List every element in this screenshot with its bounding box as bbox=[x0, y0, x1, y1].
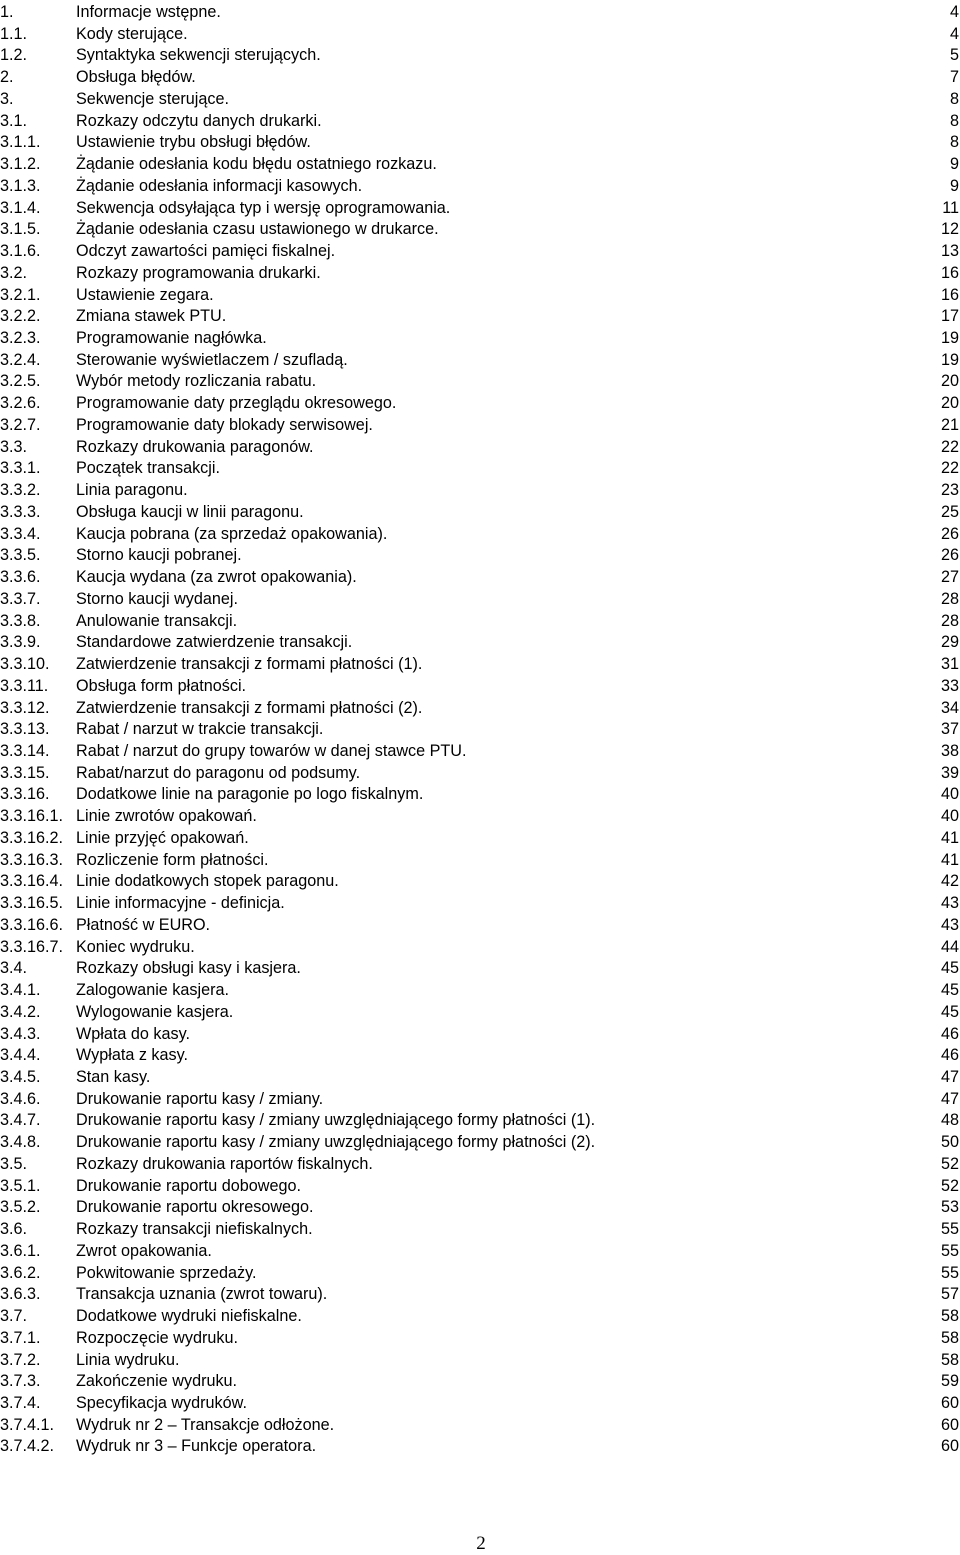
toc-entry-title: Drukowanie raportu kasy / zmiany uwzględniającego formy płatności (1). bbox=[76, 1111, 596, 1130]
toc-entry[interactable] bbox=[0, 1154, 960, 1176]
toc-entry-title: Anulowanie transakcji. bbox=[76, 611, 238, 630]
toc-entry[interactable] bbox=[0, 1176, 960, 1198]
toc-entry[interactable] bbox=[0, 198, 960, 220]
toc-entry-number: 3.7.3. bbox=[0, 1372, 41, 1391]
toc-entry-page: 46 bbox=[940, 1046, 959, 1065]
toc-entry-page: 43 bbox=[940, 894, 959, 913]
toc-entry-page: 12 bbox=[940, 220, 959, 239]
toc-entry-title: Odczyt zawartości pamięci fiskalnej. bbox=[76, 242, 336, 261]
toc-entry-title: Rabat / narzut w trakcie transakcji. bbox=[76, 720, 324, 739]
toc-entry-page: 38 bbox=[940, 741, 959, 760]
toc-entry[interactable] bbox=[0, 2, 960, 24]
toc-entry-title: Wydruk nr 2 – Transakcje odłożone. bbox=[76, 1415, 335, 1434]
toc-entry-page: 44 bbox=[940, 937, 959, 956]
toc-entry-page: 20 bbox=[940, 372, 959, 391]
toc-entry-number: 3.2.4. bbox=[0, 350, 41, 369]
toc-entry[interactable] bbox=[0, 371, 960, 393]
toc-entry[interactable] bbox=[0, 350, 960, 372]
toc-entry[interactable] bbox=[0, 958, 960, 980]
toc-entry-title: Rabat / narzut do grupy towarów w danej stawce PTU. bbox=[76, 741, 467, 760]
toc-entry-number: 3.5.2. bbox=[0, 1198, 41, 1217]
toc-entry-page: 40 bbox=[940, 807, 959, 826]
toc-entry[interactable] bbox=[0, 132, 960, 154]
toc-entry-title: Wypłata z kasy. bbox=[76, 1046, 188, 1065]
toc-entry[interactable] bbox=[0, 719, 960, 741]
toc-entry[interactable] bbox=[0, 89, 960, 111]
toc-entry-number: 3.5.1. bbox=[0, 1176, 41, 1195]
toc-entry-title: Transakcja uznania (zwrot towaru). bbox=[76, 1285, 328, 1304]
toc-entry-page: 47 bbox=[940, 1067, 959, 1086]
toc-entry[interactable] bbox=[0, 676, 960, 698]
toc-entry[interactable] bbox=[0, 24, 960, 46]
toc-entry-title: Zatwierdzenie transakcji z formami płatności (2). bbox=[76, 698, 423, 717]
toc-entry-page: 55 bbox=[940, 1263, 959, 1282]
toc-entry[interactable] bbox=[0, 1371, 960, 1393]
toc-entry-number: 3.4.2. bbox=[0, 1002, 41, 1021]
toc-entry-number: 3.1. bbox=[0, 111, 28, 130]
toc-entry[interactable] bbox=[0, 1219, 960, 1241]
toc-entry-title: Linie informacyjne - definicja. bbox=[76, 894, 285, 913]
toc-entry[interactable] bbox=[0, 437, 960, 459]
toc-entry[interactable] bbox=[0, 1132, 960, 1154]
toc-entry-title: Zmiana stawek PTU. bbox=[76, 307, 227, 326]
toc-entry-page: 7 bbox=[949, 68, 959, 87]
toc-entry-number: 3.2.3. bbox=[0, 329, 41, 348]
toc-entry[interactable] bbox=[0, 1306, 960, 1328]
toc-entry[interactable] bbox=[0, 1089, 960, 1111]
toc-entry-number: 3.3.16.4. bbox=[0, 872, 64, 891]
toc-entry[interactable] bbox=[0, 806, 960, 828]
toc-entry-page: 21 bbox=[940, 415, 959, 434]
toc-entry[interactable] bbox=[0, 1393, 960, 1415]
toc-entry-number: 2. bbox=[0, 68, 14, 87]
toc-entry-title: Programowanie daty blokady serwisowej. bbox=[76, 415, 373, 434]
toc-entry-number: 3.3.16.1. bbox=[0, 807, 64, 826]
toc-entry-page: 28 bbox=[940, 589, 959, 608]
toc-entry-title: Storno kaucji wydanej. bbox=[76, 589, 238, 608]
toc-entry[interactable] bbox=[0, 1024, 960, 1046]
toc-entry-title: Rozkazy programowania drukarki. bbox=[76, 263, 321, 282]
toc-entry-title: Żądanie odesłania czasu ustawionego w drukarce. bbox=[76, 220, 439, 239]
toc-entry[interactable] bbox=[0, 219, 960, 241]
toc-entry-number: 3.3.13. bbox=[0, 720, 50, 739]
toc-entry-page: 26 bbox=[940, 546, 959, 565]
toc-entry-number: 3.3.2. bbox=[0, 481, 41, 500]
toc-entry-number: 3.7.4.1. bbox=[0, 1415, 55, 1434]
toc-entry-page: 28 bbox=[940, 611, 959, 630]
toc-entry-title: Wylogowanie kasjera. bbox=[76, 1002, 234, 1021]
toc-entry-title: Sterowanie wyświetlaczem / szufladą. bbox=[76, 350, 348, 369]
toc-entry-number: 3.6.1. bbox=[0, 1241, 41, 1260]
toc-entry-number: 3.2.6. bbox=[0, 394, 41, 413]
toc-entry-page: 39 bbox=[940, 763, 959, 782]
toc-entry-number: 3.3.15. bbox=[0, 763, 50, 782]
toc-entry-page: 29 bbox=[940, 633, 959, 652]
toc-entry-number: 3.3.16. bbox=[0, 785, 50, 804]
toc-entry[interactable] bbox=[0, 111, 960, 133]
toc-entry-title: Płatność w EURO. bbox=[76, 915, 211, 934]
toc-entry-page: 19 bbox=[940, 329, 959, 348]
toc-entry-title: Dodatkowe wydruki niefiskalne. bbox=[76, 1307, 302, 1326]
toc-entry[interactable] bbox=[0, 306, 960, 328]
toc-entry-title: Zalogowanie kasjera. bbox=[76, 981, 229, 1000]
toc-entry-title: Rozkazy drukowania raportów fiskalnych. bbox=[76, 1154, 373, 1173]
toc-entry[interactable] bbox=[0, 1263, 960, 1285]
toc-entry[interactable] bbox=[0, 763, 960, 785]
toc-entry-number: 3.1.2. bbox=[0, 155, 41, 174]
toc-entry-page: 42 bbox=[940, 872, 959, 891]
toc-entry-number: 3.2.2. bbox=[0, 307, 41, 326]
toc-entry-page: 53 bbox=[940, 1198, 959, 1217]
toc-entry-page: 17 bbox=[940, 307, 959, 326]
toc-entry-number: 3.4.1. bbox=[0, 981, 41, 1000]
toc-entry-number: 3.4.5. bbox=[0, 1067, 41, 1086]
toc-entry[interactable] bbox=[0, 937, 960, 959]
toc-entry-page: 37 bbox=[940, 720, 959, 739]
toc-entry[interactable] bbox=[0, 1002, 960, 1024]
toc-entry-page: 19 bbox=[940, 350, 959, 369]
toc-entry-number: 3.3.9. bbox=[0, 633, 41, 652]
toc-entry-number: 3.3.16.3. bbox=[0, 850, 64, 869]
toc-entry-title: Rozkazy drukowania paragonów. bbox=[76, 437, 314, 456]
toc-entry-title: Rozkazy odczytu danych drukarki. bbox=[76, 111, 322, 130]
toc-entry-number: 3. bbox=[0, 89, 14, 108]
toc-entry-page: 55 bbox=[940, 1220, 959, 1239]
toc-entry-title: Informacje wstępne. bbox=[76, 3, 221, 21]
toc-entry-title: Dodatkowe linie na paragonie po logo fiskalnym. bbox=[76, 785, 424, 804]
toc-entry-page: 4 bbox=[949, 3, 959, 21]
toc-entry-title: Ustawienie trybu obsługi błędów. bbox=[76, 133, 311, 152]
toc-entry-number: 3.4.4. bbox=[0, 1046, 41, 1065]
toc-entry-page: 58 bbox=[940, 1307, 959, 1326]
toc-entry[interactable] bbox=[0, 1436, 960, 1458]
toc-entry-title: Rozkazy obsługi kasy i kasjera. bbox=[76, 959, 301, 978]
toc-entry-title: Stan kasy. bbox=[76, 1067, 151, 1086]
toc-entry-number: 3.6. bbox=[0, 1220, 28, 1239]
toc-entry-title: Pokwitowanie sprzedaży. bbox=[76, 1263, 257, 1282]
toc-entry-number: 3.7.4. bbox=[0, 1394, 41, 1412]
toc-entry-number: 3.3.16.7. bbox=[0, 937, 64, 956]
toc-entry-number: 3.4.7. bbox=[0, 1111, 41, 1130]
toc-entry-title: Linie dodatkowych stopek paragonu. bbox=[76, 872, 339, 891]
toc-entry-page: 23 bbox=[940, 481, 959, 500]
toc-entry-title: Zwrot opakowania. bbox=[76, 1241, 212, 1260]
toc-entry-number: 3.1.3. bbox=[0, 176, 41, 195]
toc-entry-page: 11 bbox=[942, 198, 959, 217]
toc-entry-title: Linia paragonu. bbox=[76, 481, 188, 500]
toc-entry-page: 45 bbox=[940, 981, 959, 1000]
toc-entry-title: Linie przyjęć opakowań. bbox=[76, 828, 249, 847]
toc-entry-number: 3.3.4. bbox=[0, 524, 41, 543]
toc-entry-title: Zatwierdzenie transakcji z formami płatności (1). bbox=[76, 655, 423, 674]
toc-entry-number: 3.3.10. bbox=[0, 655, 50, 674]
toc-entry-number: 3.7.4.2. bbox=[0, 1437, 55, 1456]
toc-entry-number: 3.3.16.5. bbox=[0, 894, 64, 913]
toc-entry-page: 20 bbox=[940, 394, 959, 413]
toc-entry[interactable] bbox=[0, 1067, 960, 1089]
toc-entry-number: 3.3.8. bbox=[0, 611, 41, 630]
toc-entry-number: 3.3.1. bbox=[0, 459, 41, 478]
toc-entry-page: 22 bbox=[940, 437, 959, 456]
toc-entry-title: Koniec wydruku. bbox=[76, 937, 195, 956]
toc-entry-title: Obsługa kaucji w linii paragonu. bbox=[76, 502, 304, 521]
toc-entry-page: 26 bbox=[940, 524, 959, 543]
toc-entry[interactable] bbox=[0, 502, 960, 524]
toc-entry-page: 60 bbox=[940, 1415, 959, 1434]
toc-entry-number: 3.1.5. bbox=[0, 220, 41, 239]
toc-entry-number: 3.2.1. bbox=[0, 285, 41, 304]
toc-entry-title: Storno kaucji pobranej. bbox=[76, 546, 242, 565]
toc-entry[interactable] bbox=[0, 328, 960, 350]
toc-entry-page: 8 bbox=[949, 111, 959, 130]
toc-entry-page: 34 bbox=[940, 698, 959, 717]
toc-entry-number: 1.1. bbox=[0, 24, 28, 43]
toc-entry-page: 47 bbox=[940, 1089, 959, 1108]
toc-entry-page: 48 bbox=[940, 1111, 959, 1130]
toc-entry-title: Drukowanie raportu okresowego. bbox=[76, 1198, 314, 1217]
toc-entry-title: Wpłata do kasy. bbox=[76, 1024, 190, 1043]
toc-entry-number: 3.4.6. bbox=[0, 1089, 41, 1108]
toc-entry-page: 22 bbox=[940, 459, 959, 478]
toc-entry-number: 3.3.11. bbox=[0, 676, 49, 695]
toc-entry[interactable] bbox=[0, 415, 960, 437]
toc-entry[interactable] bbox=[0, 632, 960, 654]
toc-entry-number: 3.7.1. bbox=[0, 1328, 41, 1347]
toc-entry[interactable] bbox=[0, 567, 960, 589]
toc-entry[interactable] bbox=[0, 611, 960, 633]
toc-entry-page: 9 bbox=[949, 176, 959, 195]
toc-entry-title: Rozliczenie form płatności. bbox=[76, 850, 269, 869]
toc-entry-title: Drukowanie raportu kasy / zmiany uwzględniającego formy płatności (2). bbox=[76, 1133, 596, 1152]
toc-entry[interactable] bbox=[0, 176, 960, 198]
toc-entry-page: 45 bbox=[940, 1002, 959, 1021]
toc-entry-page: 9 bbox=[949, 155, 959, 174]
toc-entry-number: 3.5. bbox=[0, 1154, 28, 1173]
toc-entry-title: Początek transakcji. bbox=[76, 459, 220, 478]
toc-entry-title: Kaucja pobrana (za sprzedaż opakowania). bbox=[76, 524, 388, 543]
toc-entry-number: 1.2. bbox=[0, 46, 28, 65]
toc-entry[interactable] bbox=[0, 850, 960, 872]
toc-entry-page: 16 bbox=[940, 285, 959, 304]
toc-entry[interactable] bbox=[0, 1197, 960, 1219]
toc-entry-page: 58 bbox=[940, 1328, 959, 1347]
toc-entry-page: 5 bbox=[949, 46, 959, 65]
toc-entry-page: 25 bbox=[940, 502, 959, 521]
toc-entry[interactable] bbox=[0, 741, 960, 763]
toc-entry-page: 16 bbox=[940, 263, 959, 282]
toc-entry-number: 3.3. bbox=[0, 437, 28, 456]
toc-entry[interactable] bbox=[0, 285, 960, 307]
toc-entry-number: 1. bbox=[0, 3, 14, 21]
toc-entry-title: Programowanie daty przeglądu okresowego. bbox=[76, 394, 397, 413]
toc-entry-page: 59 bbox=[940, 1372, 959, 1391]
toc-entry[interactable] bbox=[0, 980, 960, 1002]
toc-entry-title: Linia wydruku. bbox=[76, 1350, 180, 1369]
toc-entry-number: 3.1.6. bbox=[0, 242, 41, 261]
toc-entry-title: Linie zwrotów opakowań. bbox=[76, 807, 257, 826]
toc-entry-page: 27 bbox=[940, 568, 959, 587]
page-number: 2 bbox=[476, 1533, 486, 1554]
toc-entry[interactable] bbox=[0, 871, 960, 893]
toc-entry-page: 57 bbox=[940, 1285, 959, 1304]
toc-entry[interactable] bbox=[0, 1241, 960, 1263]
toc-entry[interactable] bbox=[0, 263, 960, 285]
toc-entry-number: 3.2. bbox=[0, 263, 28, 282]
toc-entry[interactable] bbox=[0, 480, 960, 502]
toc-entry[interactable] bbox=[0, 654, 960, 676]
toc-entry-title: Żądanie odesłania kodu błędu ostatniego rozkazu. bbox=[76, 155, 437, 174]
toc-entry[interactable] bbox=[0, 915, 960, 937]
toc-entry-title: Sekwencje sterujące. bbox=[76, 89, 229, 108]
toc-entry-page: 46 bbox=[940, 1024, 959, 1043]
toc-entry[interactable] bbox=[0, 545, 960, 567]
toc-entry-number: 3.1.4. bbox=[0, 198, 41, 217]
toc-entry[interactable] bbox=[0, 1415, 960, 1437]
toc-entry-page: 45 bbox=[940, 959, 959, 978]
toc-entry-number: 3.3.3. bbox=[0, 502, 41, 521]
toc-entry-page: 4 bbox=[949, 24, 959, 43]
toc-entry-title: Zakończenie wydruku. bbox=[76, 1372, 238, 1391]
toc-entry-title: Obsługa błędów. bbox=[76, 68, 196, 87]
toc-entry-page: 60 bbox=[940, 1394, 959, 1412]
toc-entry[interactable] bbox=[0, 1045, 960, 1067]
toc-entry-number: 3.4.3. bbox=[0, 1024, 41, 1043]
toc-entry-number: 3.1.1. bbox=[0, 133, 41, 152]
toc-entry[interactable] bbox=[0, 828, 960, 850]
toc-entry-title: Syntaktyka sekwencji sterujących. bbox=[76, 46, 321, 65]
toc-entry-page: 52 bbox=[940, 1154, 959, 1173]
toc-entry-title: Programowanie nagłówka. bbox=[76, 329, 267, 348]
toc-entry[interactable] bbox=[0, 241, 960, 263]
toc-entry-title: Drukowanie raportu dobowego. bbox=[76, 1176, 301, 1195]
toc-entry-number: 3.7.2. bbox=[0, 1350, 41, 1369]
toc-entry-title: Rozkazy transakcji niefiskalnych. bbox=[76, 1220, 313, 1239]
toc-entry[interactable] bbox=[0, 393, 960, 415]
toc-entry-page: 43 bbox=[940, 915, 959, 934]
toc-entry-title: Rabat/narzut do paragonu od podsumy. bbox=[76, 763, 361, 782]
toc-entry-page: 13 bbox=[940, 242, 959, 261]
toc-entry-number: 3.6.3. bbox=[0, 1285, 41, 1304]
toc-entry-number: 3.7. bbox=[0, 1307, 28, 1326]
toc-entry-number: 3.3.6. bbox=[0, 568, 41, 587]
toc-entry[interactable] bbox=[0, 154, 960, 176]
toc-entry-page: 8 bbox=[949, 89, 959, 108]
toc-entry[interactable] bbox=[0, 67, 960, 89]
toc-entry-title: Rozpoczęcie wydruku. bbox=[76, 1328, 238, 1347]
toc-entry[interactable] bbox=[0, 524, 960, 546]
toc-entry-title: Standardowe zatwierdzenie transakcji. bbox=[76, 633, 353, 652]
toc-entry[interactable] bbox=[0, 1110, 960, 1132]
toc-entry-title: Ustawienie zegara. bbox=[76, 285, 214, 304]
toc-entry-title: Sekwencja odsyłająca typ i wersję oprogramowania. bbox=[76, 198, 451, 217]
toc-entry-title: Kody sterujące. bbox=[76, 24, 188, 43]
toc-entry-title: Wybór metody rozliczania rabatu. bbox=[76, 372, 317, 391]
toc-entry-title: Kaucja wydana (za zwrot opakowania). bbox=[76, 568, 357, 587]
table-of-contents bbox=[0, 2, 960, 1458]
toc-entry-page: 41 bbox=[940, 828, 959, 847]
toc-entry-number: 3.3.12. bbox=[0, 698, 50, 717]
toc-entry-title: Specyfikacja wydruków. bbox=[76, 1394, 247, 1412]
toc-entry-page: 8 bbox=[949, 133, 959, 152]
toc-entry[interactable] bbox=[0, 589, 960, 611]
toc-entry-page: 41 bbox=[940, 850, 959, 869]
toc-entry[interactable] bbox=[0, 784, 960, 806]
toc-entry-number: 3.3.16.2. bbox=[0, 828, 64, 847]
toc-entry-page: 52 bbox=[940, 1176, 959, 1195]
toc-entry-title: Wydruk nr 3 – Funkcje operatora. bbox=[76, 1437, 317, 1456]
toc-entry-number: 3.3.14. bbox=[0, 741, 50, 760]
toc-entry-number: 3.3.5. bbox=[0, 546, 41, 565]
toc-entry-page: 31 bbox=[940, 655, 959, 674]
toc-entry-number: 3.2.7. bbox=[0, 415, 41, 434]
toc-entry[interactable] bbox=[0, 893, 960, 915]
toc-entry[interactable] bbox=[0, 1328, 960, 1350]
toc-entry-page: 50 bbox=[940, 1133, 959, 1152]
toc-entry-title: Drukowanie raportu kasy / zmiany. bbox=[76, 1089, 324, 1108]
toc-entry-number: 3.6.2. bbox=[0, 1263, 41, 1282]
toc-entry-page: 40 bbox=[940, 785, 959, 804]
toc-entry[interactable] bbox=[0, 1350, 960, 1372]
toc-entry[interactable] bbox=[0, 458, 960, 480]
toc-entry[interactable] bbox=[0, 1284, 960, 1306]
toc-entry-number: 3.3.7. bbox=[0, 589, 41, 608]
toc-entry-title: Żądanie odesłania informacji kasowych. bbox=[76, 176, 363, 195]
toc-entry-number: 3.4. bbox=[0, 959, 28, 978]
toc-entry-page: 33 bbox=[940, 676, 959, 695]
toc-entry-title: Obsługa form płatności. bbox=[76, 676, 247, 695]
toc-entry[interactable] bbox=[0, 698, 960, 720]
toc-entry-number: 3.3.16.6. bbox=[0, 915, 64, 934]
toc-entry-number: 3.4.8. bbox=[0, 1133, 41, 1152]
toc-entry-number: 3.2.5. bbox=[0, 372, 41, 391]
toc-entry[interactable] bbox=[0, 45, 960, 67]
toc-entry-page: 58 bbox=[940, 1350, 959, 1369]
toc-entry-page: 60 bbox=[940, 1437, 959, 1456]
toc-entry-page: 55 bbox=[940, 1241, 959, 1260]
